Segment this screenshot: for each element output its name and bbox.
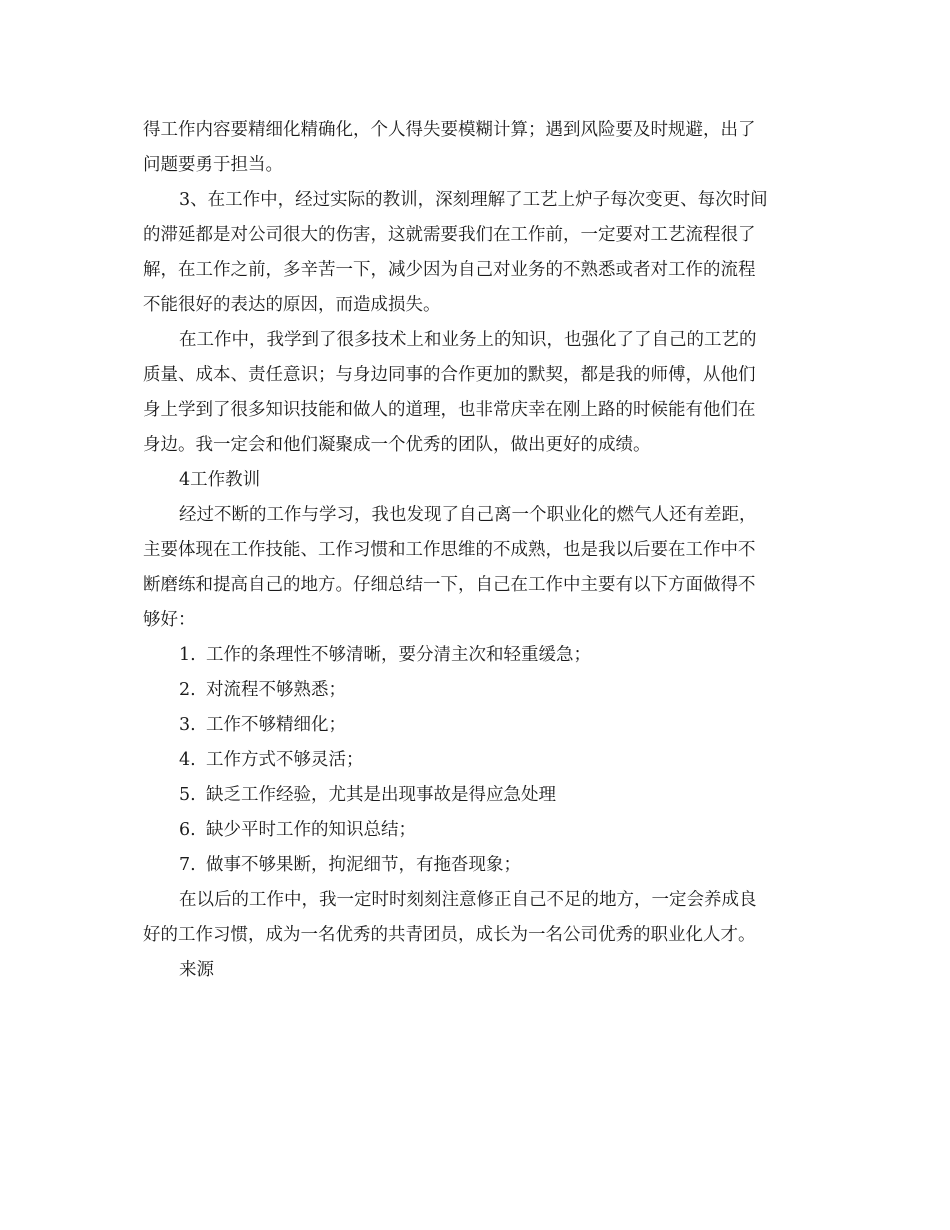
paragraph-line: 断磨练和提高自己的地方。仔细总结一下，自己在工作中主要有以下方面做得不 xyxy=(143,575,756,595)
list-item xyxy=(143,708,813,743)
paragraph-line: 身边。我一定会和他们凝聚成一个优秀的团队，做出更好的成绩。 xyxy=(143,435,651,455)
list-item xyxy=(143,778,813,813)
list-item-number: 1. xyxy=(179,645,196,665)
list-item-number: 6. xyxy=(179,820,196,840)
list-item-number: 3. xyxy=(179,715,196,735)
list-item xyxy=(143,673,813,708)
paragraph-line: 问题要勇于担当。 xyxy=(143,155,283,175)
section-heading: 4工作教训 xyxy=(179,470,261,490)
paragraph-line: 的滞延都是对公司很大的伤害，这就需要我们在工作前，一定要对工艺流程很了 xyxy=(143,225,756,245)
paragraph-line: 不能很好的表达的原因，而造成损失。 xyxy=(143,295,441,315)
list-item-text: 工作不够精细化； xyxy=(206,715,346,735)
list-item-number: 7. xyxy=(179,855,196,875)
list-item-text: 缺乏工作经验，尤其是出现事故是得应急处理 xyxy=(206,785,556,805)
paragraph-line: 经过不断的工作与学习，我也发现了自己离一个职业化的燃气人还有差距， xyxy=(179,505,757,525)
list-item xyxy=(143,743,813,778)
list-item-text: 工作方式不够灵活； xyxy=(206,750,364,770)
list-item xyxy=(143,813,813,848)
paragraph-line: 得工作内容要精细化精确化，个人得失要模糊计算；遇到风险要及时规避，出了 xyxy=(143,120,756,140)
paragraph-line: 在以后的工作中，我一定时时刻刻注意修正自己不足的地方，一定会养成良 xyxy=(179,890,757,910)
list-item xyxy=(143,848,813,883)
paragraph-line: 解，在工作之前，多辛苦一下，减少因为自己对业务的不熟悉或者对工作的流程 xyxy=(143,260,756,280)
list-item xyxy=(143,638,813,673)
paragraph-line: 好的工作习惯，成为一名优秀的共青团员，成长为一名公司优秀的职业化人才。 xyxy=(143,925,756,945)
list-item-text: 工作的条理性不够清晰，要分清主次和轻重缓急； xyxy=(206,645,591,665)
list-item-number: 2. xyxy=(179,680,196,700)
paragraph-line: 在工作中，我学到了很多技术上和业务上的知识，也强化了了自己的工艺的 xyxy=(179,330,757,350)
list-item-text: 做事不够果断，拘泥细节，有拖沓现象； xyxy=(206,855,521,875)
paragraph-line: 质量、成本、责任意识；与身边同事的合作更加的默契，都是我的师傅，从他们 xyxy=(143,365,756,385)
list-item-number: 5. xyxy=(179,785,196,805)
shortcomings-list xyxy=(143,638,813,883)
list-item-text: 对流程不够熟悉； xyxy=(206,680,346,700)
list-item-text: 缺少平时工作的知识总结； xyxy=(206,820,416,840)
paragraph-line: 够好： xyxy=(143,610,196,630)
source-label: 来源 xyxy=(179,960,214,980)
list-item-number: 4. xyxy=(179,750,196,770)
document-body xyxy=(143,113,813,988)
paragraph-line: 主要体现在工作技能、工作习惯和工作思维的不成熟，也是我以后要在工作中不 xyxy=(143,540,756,560)
paragraph-line: 身上学到了很多知识技能和做人的道理，也非常庆幸在刚上路的时候能有他们在 xyxy=(143,400,756,420)
paragraph-line: 3、在工作中，经过实际的教训，深刻理解了工艺上炉子每次变更、每次时间 xyxy=(179,190,768,210)
